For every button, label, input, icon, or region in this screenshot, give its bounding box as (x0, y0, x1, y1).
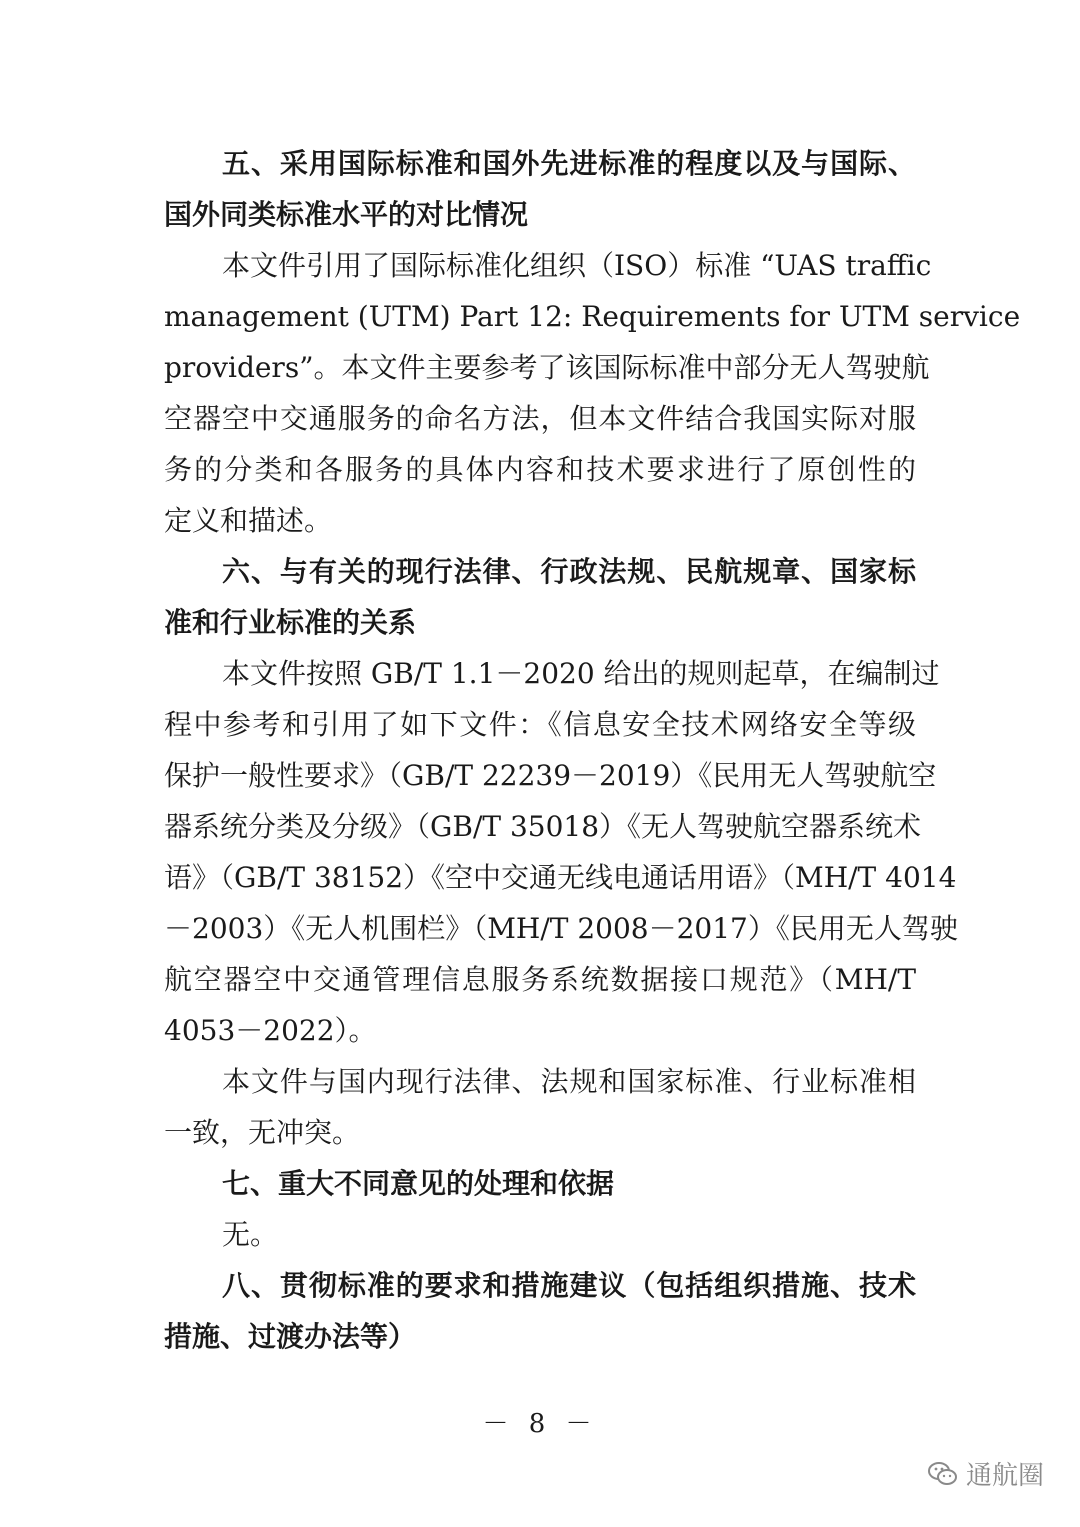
body-text-line: 4053－2022）。 (164, 1014, 377, 1047)
watermark (928, 1455, 1044, 1492)
page-number: － 8 － (482, 1409, 598, 1439)
body-text-line: 本文件与国内现行法律、法规和国家标准、行业标准相 (222, 1065, 916, 1098)
body-text-line: 航空器空中交通管理信息服务系统数据接口规范》（MH/T (164, 963, 916, 996)
section-heading-line: 八、贯彻标准的要求和措施建议（包括组织措施、技术 (222, 1269, 916, 1302)
body-text-line: 程中参考和引用了如下文件：《信息安全技术网络安全等级 (164, 708, 916, 741)
section-heading-line: 七、重大不同意见的处理和依据 (222, 1167, 615, 1200)
watermark-text: 通航圈 (965, 1461, 1044, 1491)
section-heading-line: 准和行业标准的关系 (164, 606, 417, 639)
body-text-line: 务的分类和各服务的具体内容和技术要求进行了原创性的 (164, 453, 916, 486)
body-text-line: providers”。本文件主要参考了该国际标准中部分无人驾驶航 (164, 351, 930, 384)
body-text-line: 空器空中交通服务的命名方法，但本文件结合我国实际对服 (164, 402, 916, 435)
section-heading-line: 措施、过渡办法等） (164, 1320, 417, 1353)
body-text-line: 保护一般性要求》（GB/T 22239－2019）《民用无人驾驶航空 (164, 759, 937, 792)
body-text-line: 语》（GB/T 38152）《空中交通无线电通话用语》（MH/T 4014 (164, 861, 957, 894)
section-heading-line: 五、采用国际标准和国外先进标准的程度以及与国际、 (222, 147, 916, 180)
body-text-line: －2003）《无人机围栏》（MH/T 2008－2017）《民用无人驾驶 (164, 912, 958, 945)
body-text-line: 本文件引用了国际标准化组织（ISO）标准 “UAS traffic (222, 249, 932, 282)
body-text-line: 本文件按照 GB/T 1.1－2020 给出的规则起草，在编制过 (222, 657, 940, 690)
body-text-line: 器系统分类及分级》（GB/T 35018）《无人驾驶航空器系统术 (164, 810, 922, 843)
wechat-icon (928, 1461, 958, 1487)
body-text-line: 定义和描述。 (164, 504, 333, 537)
body-text-line: 一致，无冲突。 (164, 1116, 361, 1149)
body-text-line: 无。 (222, 1218, 279, 1251)
document-body (164, 138, 1021, 1362)
section-heading-line: 六、与有关的现行法律、行政法规、民航规章、国家标 (222, 555, 916, 588)
section-heading-line: 国外同类标准水平的对比情况 (164, 198, 529, 231)
body-text-line: management (UTM) Part 12: Requirements for UTM service (164, 300, 1021, 333)
